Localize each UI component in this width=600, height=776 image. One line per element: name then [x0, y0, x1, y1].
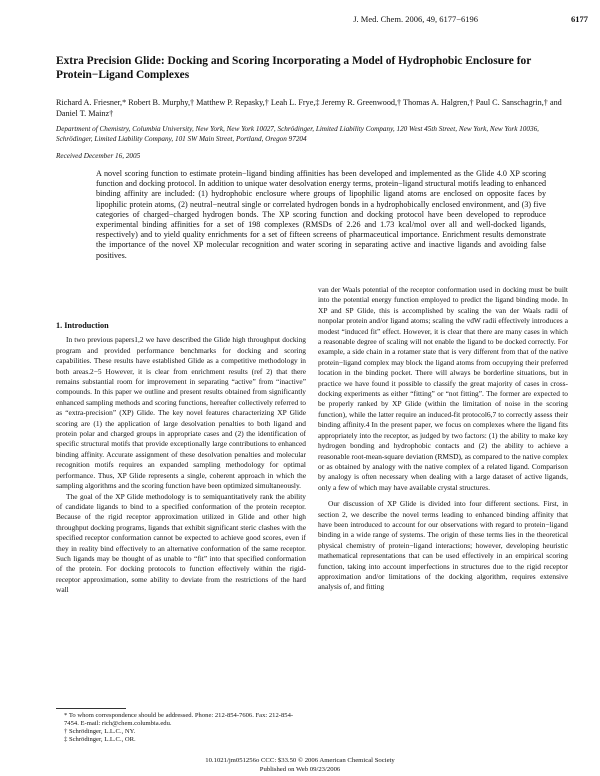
body-column-left	[56, 321, 306, 596]
body-paragraph: Our discussion of XP Glide is divided into four different sections. First, in section 2, we describe the novel terms leading to enhanced binding affinity that have been introduced to account for our observations with regard to protein−ligand binding in a wide range of systems. The origin of these terms lies in the theoretical physical chemistry of protein−ligand interactions; however, developing heuristic mathematical representations that can be used effectively in an empirical scoring function, taking into account imperfections in structures due to the rigid receptor approximation and/or limitations of the docking algorithm, requires extensive analysis of, and fitting	[318, 499, 568, 592]
abstract: A novel scoring function to estimate protein−ligand binding affinities has been developed and implemented as the Glide 4.0 XP scoring function and docking protocol. In addition to unique water desolvation energy terms, protein−ligand structural motifs leading to enhanced binding affinity are included: (1) hydrophobic enclosure where groups of lipophilic ligand atoms are enclosed on opposite faces by lipophilic protein atoms, (2) neutral−neutral single or correlated hydrogen bonds in a hydrophobically enclosed environment, and (3) five categories of charged−charged hydrogen bonds. The XP scoring function and docking protocol have been developed to reproduce experimental binding affinities for a set of 198 complexes (RMSDs of 2.26 and 1.73 kcal/mol over all and well-docked ligands, respectively) and to yield quality enrichments for a set of fifteen screens of pharmaceutical importance. Enrichment results demonstrate the importance of the novel XP molecular recognition and water scoring in separating active and inactive ligands and avoiding false positives.	[96, 169, 546, 260]
article-title: Extra Precision Glide: Docking and Scoring Incorporating a Model of Hydrophobic Enclosure for Protein−Ligand Complexes	[56, 55, 532, 81]
affiliation: Department of Chemistry, Columbia University, New York, New York 10027, Schrödinger, Limited Liability Company, 120 West 45th Street, New York, New York 10036, Schrödinger, Limited Liability Company, 101 SW Main Street, Portland, Oregon 97204	[56, 125, 539, 143]
body-paragraph: In two previous papers1,2 we have described the Glide high throughput docking program and provided performance benchmarks for docking and scoring capabilities. These results have established Glide as a competitive methodology in both areas.2−5 However, it is clear from enrichment results (ref 2) that there remains substantial room for improvement in separating “active” from “inactive” compounds. In this paper we outline and present results obtained from significantly enhanced sampling methods and scoring functions, hereafter collectively referred to as “extra-precision” (XP) Glide. The key novel features characterizing XP Glide scoring are (1) the application of large desolvation penalties to both ligand and protein polar and charged groups in appropriate cases and (2) the identification of specific structural motifs that provide exceptionally large contributions to enhanced binding affinity. Accurate assignment of these desolvation penalties and molecular recognition motifs requires an expanded sampling methodology for optimal performance. Thus, XP Glide represents a single, coherent approach in which the sampling algorithms and the scoring function have been optimized simultaneously.	[56, 335, 306, 491]
footnote-affiliation-or: ‡ Schrödinger, L.L.C., OR.	[64, 736, 136, 744]
footnote-correspondence: * To whom correspondence should be addressed. Phone: 212-854-7606. Fax: 212-854-7454. E-mail: rich@chem.columbia.edu.	[64, 712, 294, 728]
body-paragraph: van der Waals potential of the receptor conformation used in docking must be built into the potential energy function employed to predict the ligand binding mode. In XP and SP Glide, this is accomplished by scaling the van der Waals radii of nonpolar protein and/or ligand atoms; scaling the vdW radii effectively introduces a modest “induced fit” effect. However, it is clear that there are many cases in which a reasonable degree of scaling will not enable the ligand to be docked correctly. For example, a side chain in a rotamer state that is very different from that of the native protein−ligand complex may block the ligand atoms from occupying their preferred location in the binding pocket. There will always be borderline situations, but in practice we have found it possible to classify the great majority of cases in cross-docking experiments as either “fitting” or “not fitting”. The former are expected to be properly ranked by XP Glide (within the limitation of noise in the scoring function), while the latter require an induced-fit protocol6,7 to correctly assess their binding affinity.4 In the present paper, we focus on complexes where the ligand fits appropriately into the receptor, as judged by two factors: (1) the ability to make key hydrogen bonding and hydrophobic contacts and (2) the ability to achieve a reasonable root-mean-square deviation (RMSD), as compared to the native complex or as obtained by analogy with the native complex of a related ligand. Comparison by analogy is often necessary when dealing with a large dataset of active ligands, only a few of which may have available crystal structures.	[318, 285, 568, 492]
doi-line: 10.1021/jm051256o CCC: $33.50 © 2006 American Chemical Society	[205, 757, 395, 764]
body-column-right	[318, 285, 568, 593]
received-date: Received December 16, 2005	[56, 152, 141, 160]
published-line: Published on Web 09/23/2006	[259, 765, 341, 773]
page-number: 6177	[571, 14, 588, 24]
footnotes	[56, 712, 306, 744]
footnote-divider	[56, 708, 126, 709]
section-heading: 1. Introduction	[56, 321, 109, 330]
journal-citation: J. Med. Chem. 2006, 49, 6177−6196	[353, 14, 478, 24]
author-list: Richard A. Friesner,* Robert B. Murphy,† Matthew P. Repasky,† Leah L. Frye,‡ Jeremy R. Greenwood,† Thomas A. Halgren,† Paul C. Sanschagrin,† and Daniel T. Mainz†	[56, 98, 562, 118]
body-paragraph: The goal of the XP Glide methodology is to semiquantitatively rank the ability of candidate ligands to bind to a specified conformation of the protein receptor. Because of the rigid receptor approximation utilized in Glide and other high throughput docking programs, ligands that exhibit significant steric clashes with the specified receptor conformation cannot be expected to achieve good scores, even if they in reality bind effectively to an alternative conformation of the same receptor. Such ligands may be thought of as unable to “fit” into that specified conformation of the protein. For docking protocols to function effectively within the rigid-receptor approximation, some ability to deviate from the restrictions of the hard wall	[56, 491, 306, 595]
publication-footer	[56, 757, 544, 774]
footnote-affiliation-ny: † Schrödinger, L.L.C., NY.	[64, 728, 136, 736]
